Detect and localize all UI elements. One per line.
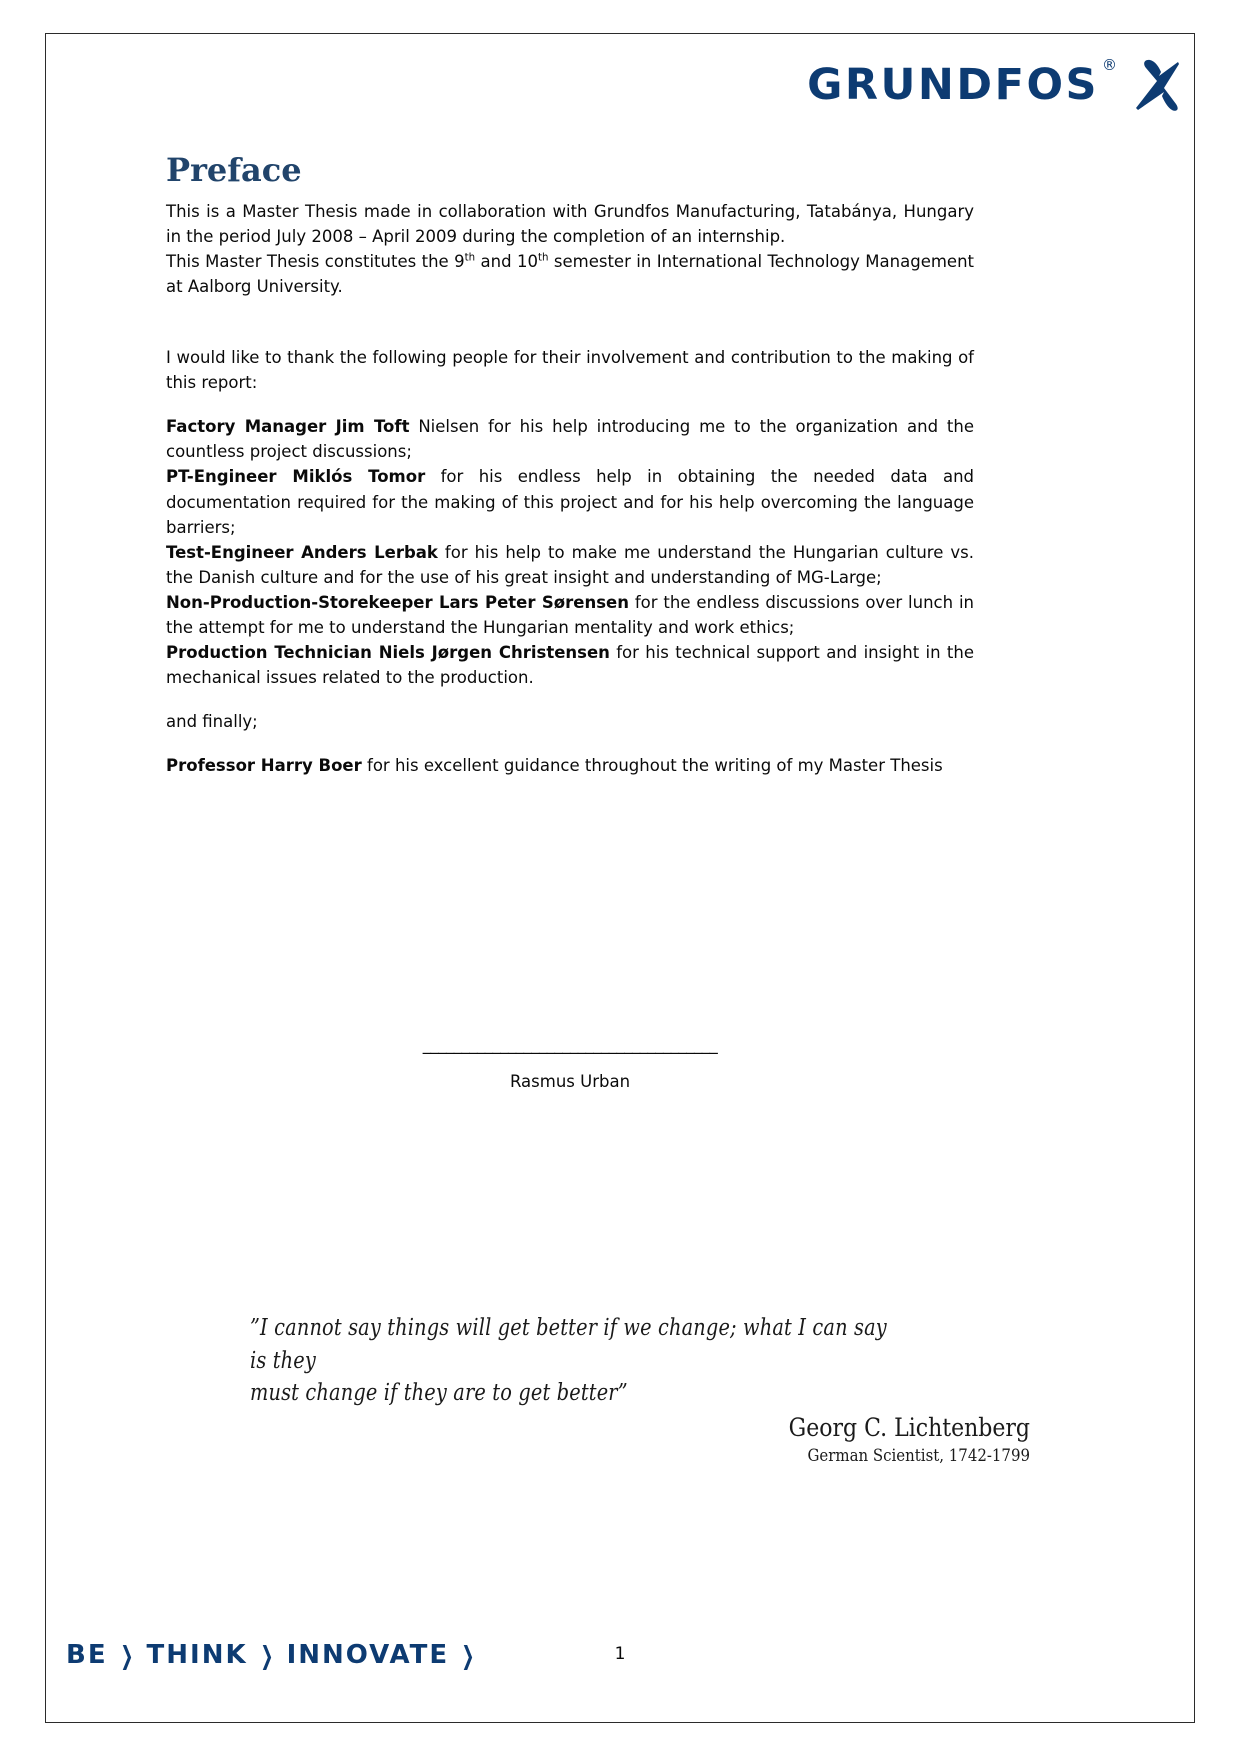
quotation-author-detail: German Scientist, 1742-1799: [807, 1446, 1030, 1466]
intro-2-mid: and 10: [475, 251, 538, 271]
acknowledgement-name: PT-Engineer Miklós Tomor: [166, 467, 426, 487]
quotation-line-2: must change if they are to get better”: [250, 1380, 628, 1407]
quotation-block: [250, 1312, 1010, 1410]
grundfos-x-mark-icon: [1126, 54, 1188, 116]
acknowledgement-text: for his help to make me understand the Hungarian culture vs. the Danish culture and for the use of his great insight and understanding of MG-Large;: [166, 542, 974, 587]
document-content: [166, 152, 974, 778]
chevron-right-icon: ❯: [259, 1640, 275, 1670]
intro-paragraph-2: [166, 249, 974, 299]
quotation-author: Georg C. Lichtenberg: [788, 1413, 1030, 1442]
intro-2-post: semester in International Technology Management at Aalborg University.: [166, 251, 975, 297]
slogan-word-innovate: INNOVATE: [286, 1640, 450, 1670]
grundfos-logo: [807, 52, 1188, 118]
acknowledgement-name: Test-Engineer Anders Lerbak: [166, 542, 438, 562]
chevron-right-icon: ❯: [461, 1640, 476, 1670]
page-footer: [0, 1640, 1240, 1700]
and-finally-line: and finally;: [166, 712, 258, 732]
grundfos-wordmark: GRUNDFOS: [807, 59, 1099, 110]
signature-name: Rasmus Urban: [509, 1072, 631, 1091]
intro-superscript-2: th: [537, 252, 549, 264]
registered-trademark-icon: ®: [1102, 56, 1117, 74]
quotation-attribution: [250, 1413, 1030, 1466]
quotation-line-1: ”I cannot say things will get better if we change; what I can say is they: [250, 1315, 887, 1374]
final-acknowledgement: [166, 753, 974, 778]
acknowledgement-item: [166, 590, 974, 640]
acknowledgement-item: [166, 414, 974, 464]
acknowledgement-text: for the endless discussions over lunch in the attempt for me to understand the Hungarian mentality and work ethics;: [166, 592, 974, 637]
chevron-right-icon: ❯: [119, 1640, 135, 1670]
intro-2-pre: This Master Thesis constitutes the 9: [166, 251, 465, 271]
page-title: Preface: [166, 151, 302, 189]
final-acknowledgement-text: for his excellent guidance throughout the writing of my Master Thesis: [361, 756, 943, 776]
acknowledgement-name: Non-Production-Storekeeper Lars Peter Sørensen: [166, 592, 629, 612]
acknowledgement-text: for his technical support and insight in the mechanical issues related to the production.: [166, 642, 974, 688]
acknowledgement-item: [166, 464, 974, 539]
intro-superscript-1: th: [464, 252, 476, 264]
final-acknowledgement-name: Professor Harry Boer: [166, 756, 362, 776]
acknowledgement-text: for his endless help in obtaining the needed data and documentation required for the making of this project and for his help overcoming the language barriers;: [166, 467, 974, 537]
acknowledgement-name: Factory Manager Jim Toft: [166, 417, 410, 437]
acknowledgement-item: [166, 640, 974, 690]
acknowledgement-name: Production Technician Niels Jørgen Christensen: [166, 642, 610, 662]
slogan-word-be: BE: [66, 1640, 108, 1670]
acknowledgement-text: Nielsen for his help introducing me to the organization and the countless project discussions;: [166, 417, 974, 462]
signature-rule: ______________________________________: [422, 1035, 718, 1054]
spacer: [166, 690, 974, 709]
signature-block: [166, 1035, 974, 1091]
page-number: 1: [614, 1644, 626, 1664]
spacer: [166, 734, 974, 753]
intro-paragraph-1: This is a Master Thesis made in collaboration with Grundfos Manufacturing, Tatabánya, Hungary in the period July 2008 – April 2009 during the completion of an internship.: [166, 201, 974, 246]
acknowledgement-item: [166, 540, 974, 590]
spacer: [166, 299, 974, 345]
slogan-word-think: THINK: [146, 1640, 248, 1670]
spacer: [166, 395, 974, 414]
thanks-intro-paragraph: I would like to thank the following people for their involvement and contribution to the making of this report:: [166, 348, 974, 393]
